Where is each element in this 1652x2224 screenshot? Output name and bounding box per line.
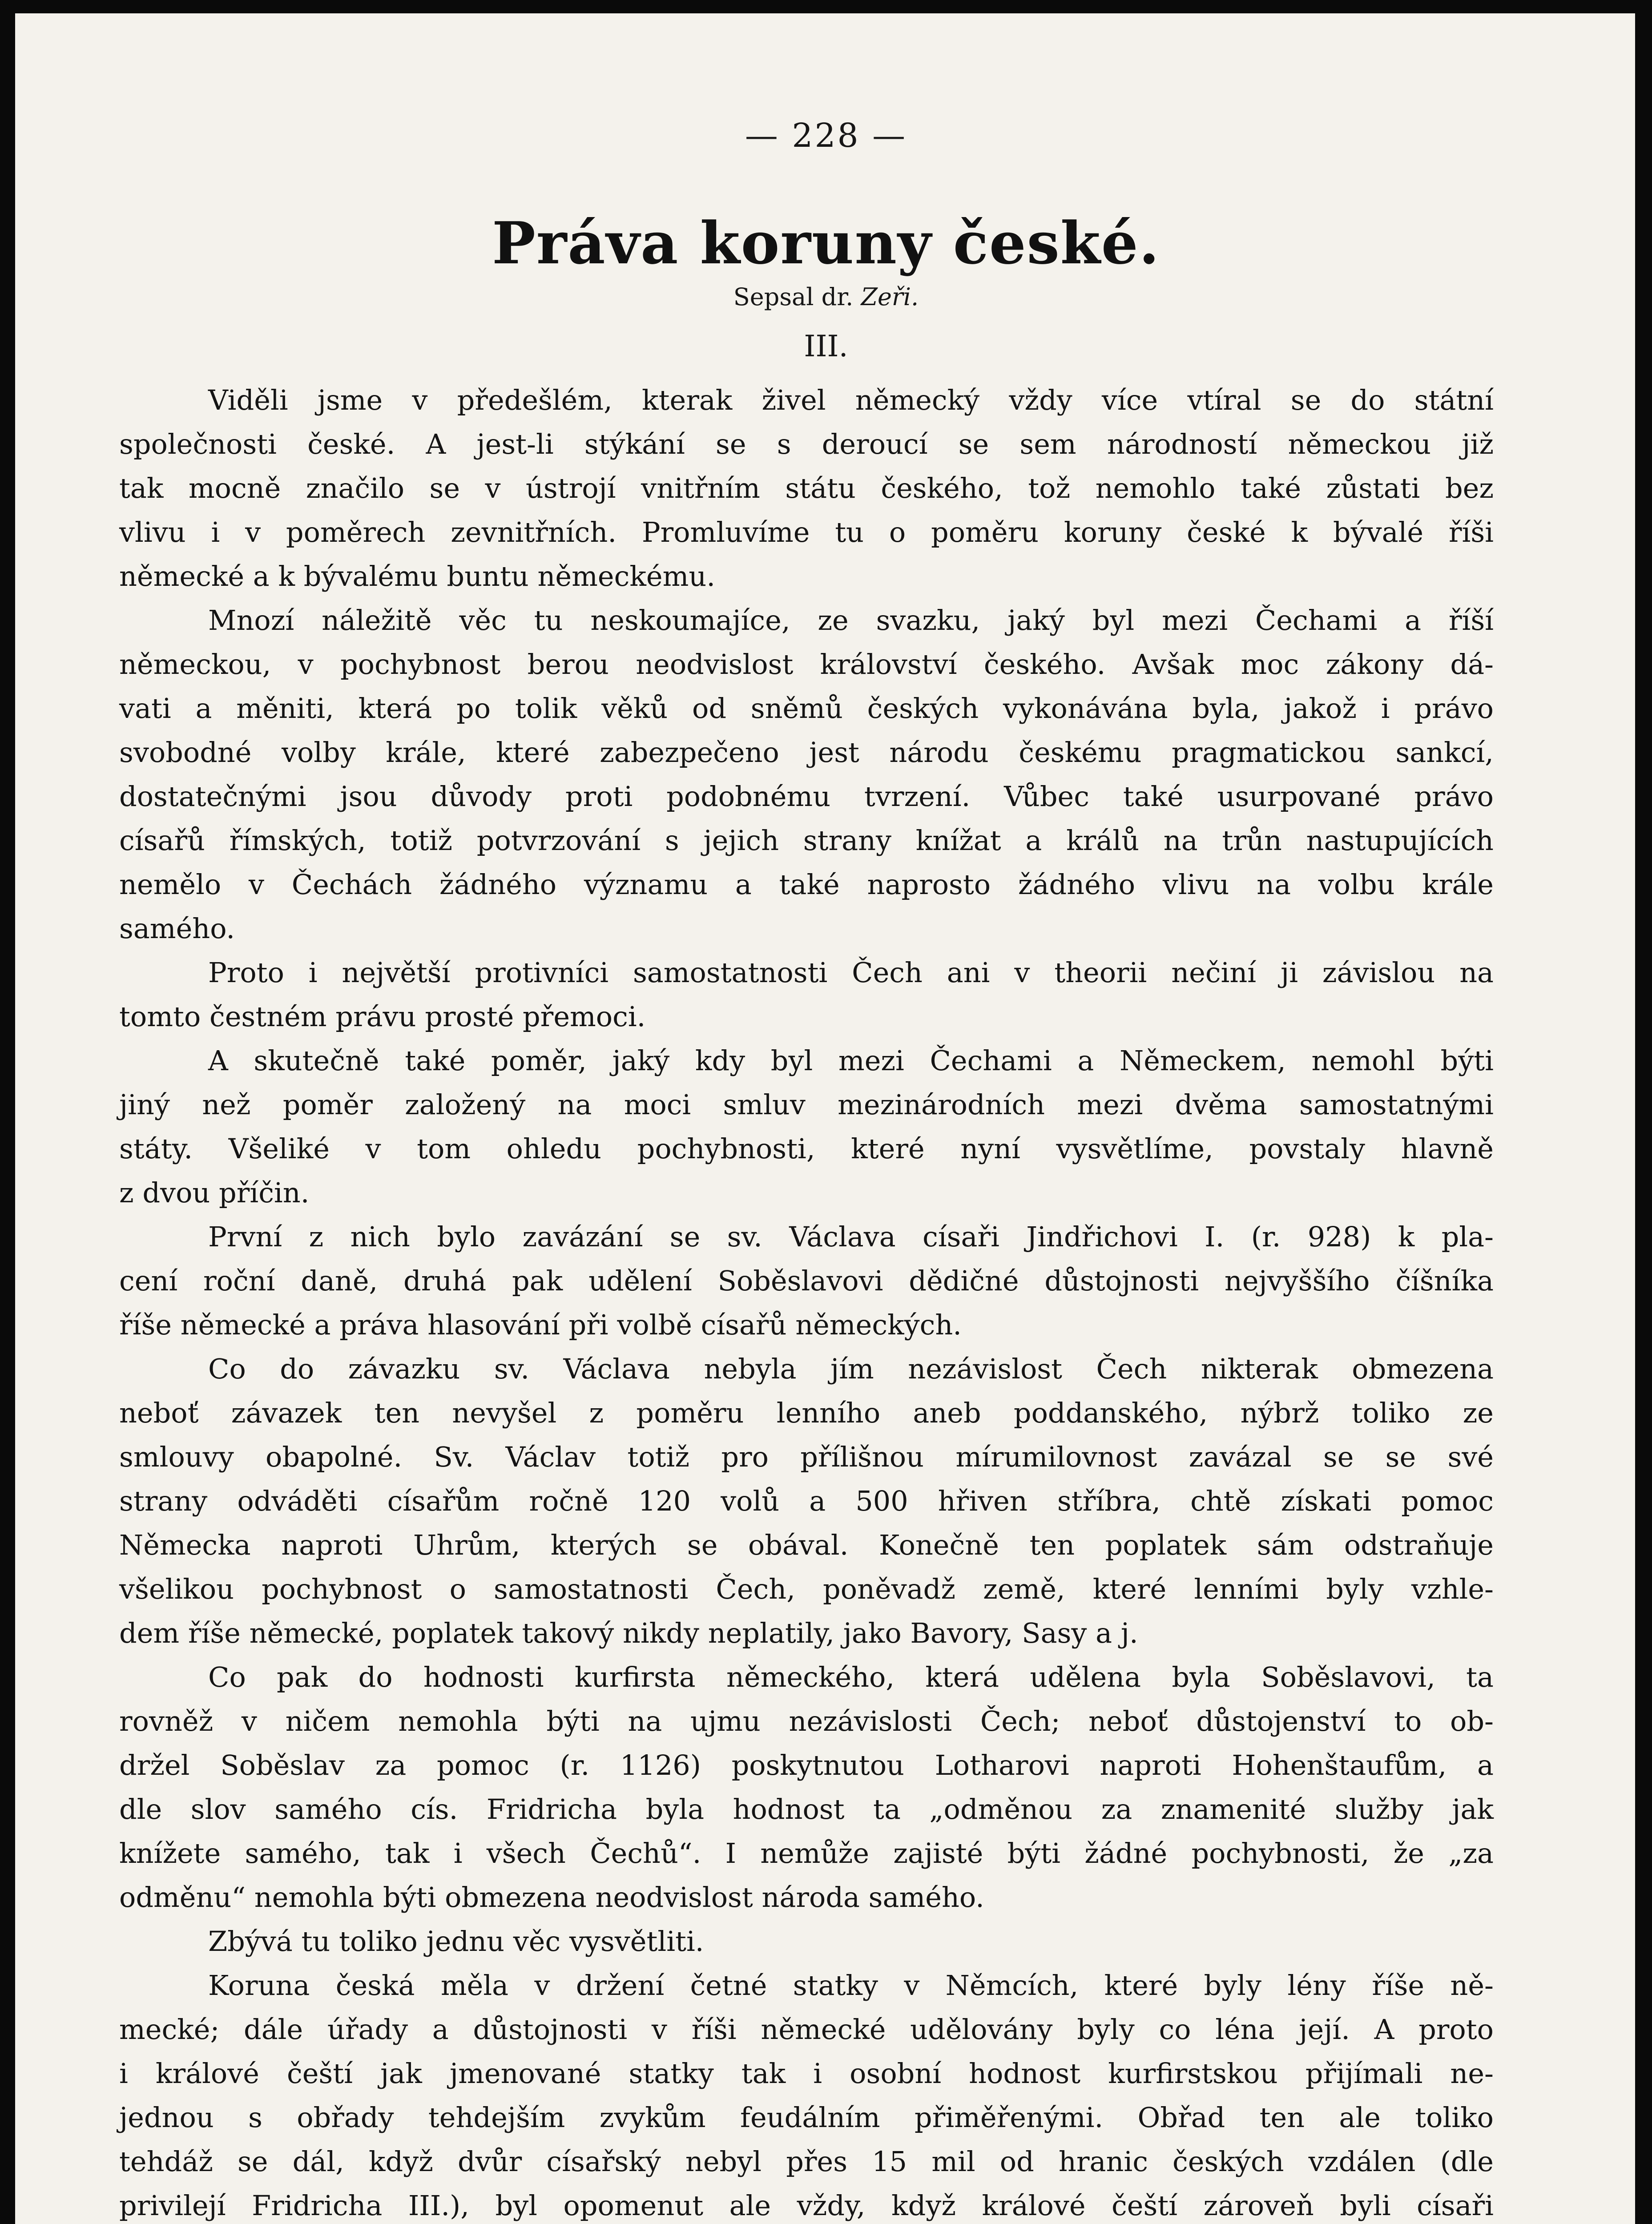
text-line: svobodné volby krále, které zabezpečeno jest národu českému pragmatickou sankcí, (119, 736, 1494, 769)
text-line: Viděli jsme v předešlém, kterak živel německý vždy více vtíral se do státní (208, 384, 1494, 416)
byline (0, 283, 1652, 311)
paragraph (119, 1963, 1494, 2224)
text-line: Co do závazku sv. Václava nebyla jím nezávislost Čech nikterak obmezena (208, 1353, 1494, 1385)
article-title: Práva koruny české. (492, 209, 1160, 277)
byline-prefix: Sepsal dr. (733, 283, 854, 311)
text-line: rovněž v ničem nemohla býti na ujmu nezávislosti Čech; neboť důstojenství to ob- (119, 1705, 1494, 1737)
byline-author: Zeři. (861, 283, 919, 311)
paragraph (119, 1215, 1494, 1347)
text-line: odměnu“ nemohla býti obmezena neodvislost národa samého. (119, 1881, 984, 1914)
text-line: První z nich bylo zavázání se sv. Václava císaři Jindřichovi I. (r. 928) k pla- (208, 1221, 1494, 1253)
text-line: říše německé a práva hlasování při volbě císařů německých. (119, 1309, 962, 1341)
text-line: státy. Všeliké v tom ohledu pochybnosti, které nyní vysvětlíme, povstaly hlavně (119, 1132, 1494, 1165)
paragraph (119, 1039, 1494, 1215)
text-line: Co pak do hodnosti kurfirsta německého, která udělena byla Soběslavovi, ta (208, 1661, 1494, 1693)
paragraph (119, 598, 1494, 951)
text-line: mecké; dále úřady a důstojnosti v říši německé udělovány byly co léna její. A proto (119, 2013, 1494, 2046)
text-line: strany odváděti císařům ročně 120 volů a 500 hřiven stříbra, chtě získati pomoc (119, 1485, 1494, 1517)
text-line: německé a k bývalému buntu německému. (119, 560, 716, 592)
section-heading: III. (804, 329, 848, 363)
paragraph (119, 1347, 1494, 1655)
text-line: Mnozí náležitě věc tu neskoumajíce, ze svazku, jaký byl mezi Čechami a říší (208, 604, 1494, 637)
text-line: dem říše německé, poplatek takový nikdy neplatily, jako Bavory, Sasy a j. (119, 1617, 1138, 1649)
text-line: vlivu i v poměrech zevnitřních. Promluvíme tu o poměru koruny české k bývalé říši (119, 516, 1494, 548)
text-line: i králové čeští jak jmenované statky tak i osobní hodnost kurfirstskou přijímali ne- (119, 2057, 1494, 2090)
text-line: z dvou příčin. (119, 1176, 310, 1209)
article-body (119, 378, 1494, 2224)
text-line: Koruna česká měla v držení četné statky v Němcích, které byly lény říše ně- (208, 1969, 1494, 2002)
text-line: privilejí Fridricha III.), byl opomenut ale vždy, když králové čeští zároveň byli císaři (119, 2189, 1494, 2222)
paragraph (119, 951, 1494, 1039)
text-line: Zbývá tu toliko jednu věc vysvětliti. (208, 1925, 704, 1958)
text-line: tomto čestném právu prosté přemoci. (119, 1000, 646, 1033)
scan-border-top (0, 0, 1652, 13)
text-line: držel Soběslav za pomoc (r. 1126) poskytnutou Lotharovi naproti Hohenštaufům, a (119, 1749, 1494, 1781)
text-line: cení roční daně, druhá pak udělení Soběslavovi dědičné důstojnosti nejvyššího číšníka (119, 1265, 1494, 1297)
text-line: dle slov samého cís. Fridricha byla hodnost ta „odměnou za znamenité služby jak (119, 1793, 1494, 1825)
text-line: společnosti české. A jest-li stýkání se s deroucí se sem národností německou již (119, 428, 1494, 460)
text-line: tehdáž se dál, když dvůr císařský nebyl přes 15 mil od hranic českých vzdálen (dle (119, 2145, 1494, 2178)
text-line: samého. (119, 912, 235, 945)
text-line: jednou s obřady tehdejším zvykům feudálním přiměřenými. Obřad ten ale toliko (119, 2101, 1494, 2134)
paragraph (119, 378, 1494, 598)
text-line: tak mocně značilo se v ústrojí vnitřním státu českého, tož nemohlo také zůstati bez (119, 472, 1494, 504)
text-line: nemělo v Čechách žádného významu a také naprosto žádného vlivu na volbu krále (119, 868, 1494, 901)
paragraph (119, 1655, 1494, 1919)
text-line: vati a měniti, která po tolik věků od sněmů českých vykonávána byla, jakož i právo (119, 692, 1494, 725)
text-line: neboť závazek ten nevyšel z poměru lenního aneb poddanského, nýbrž toliko ze (119, 1397, 1494, 1429)
text-line: Německa naproti Uhrům, kterých se obával. Konečně ten poplatek sám odstraňuje (119, 1529, 1494, 1561)
text-line: dostatečnými jsou důvody proti podobnému tvrzení. Vůbec také usurpované právo (119, 780, 1494, 813)
paragraph (119, 1919, 1494, 1963)
text-line: německou, v pochybnost berou neodvislost království českého. Avšak moc zákony dá- (119, 648, 1494, 681)
text-line: Proto i největší protivníci samostatnosti Čech ani v theorii nečiní ji závislou na (208, 956, 1494, 989)
text-line: smlouvy obapolné. Sv. Václav totiž pro přílišnou mírumilovnost zavázal se se své (119, 1441, 1494, 1473)
text-line: císařů římských, totiž potvrzování s jejich strany knížat a králů na trůn nastupujících (119, 824, 1494, 857)
text-line: A skutečně také poměr, jaký kdy byl mezi Čechami a Německem, nemohl býti (208, 1044, 1494, 1077)
text-line: jiný než poměr založený na moci smluv mezinárodních mezi dvěma samostatnými (119, 1088, 1494, 1121)
page-number: — 228 — (745, 117, 907, 155)
text-line: knížete samého, tak i všech Čechů“. I nemůže zajisté býti žádné pochybnosti, že „za (119, 1837, 1494, 1869)
text-line: všelikou pochybnost o samostatnosti Čech, poněvadž země, které lenními byly vzhle- (119, 1573, 1494, 1605)
